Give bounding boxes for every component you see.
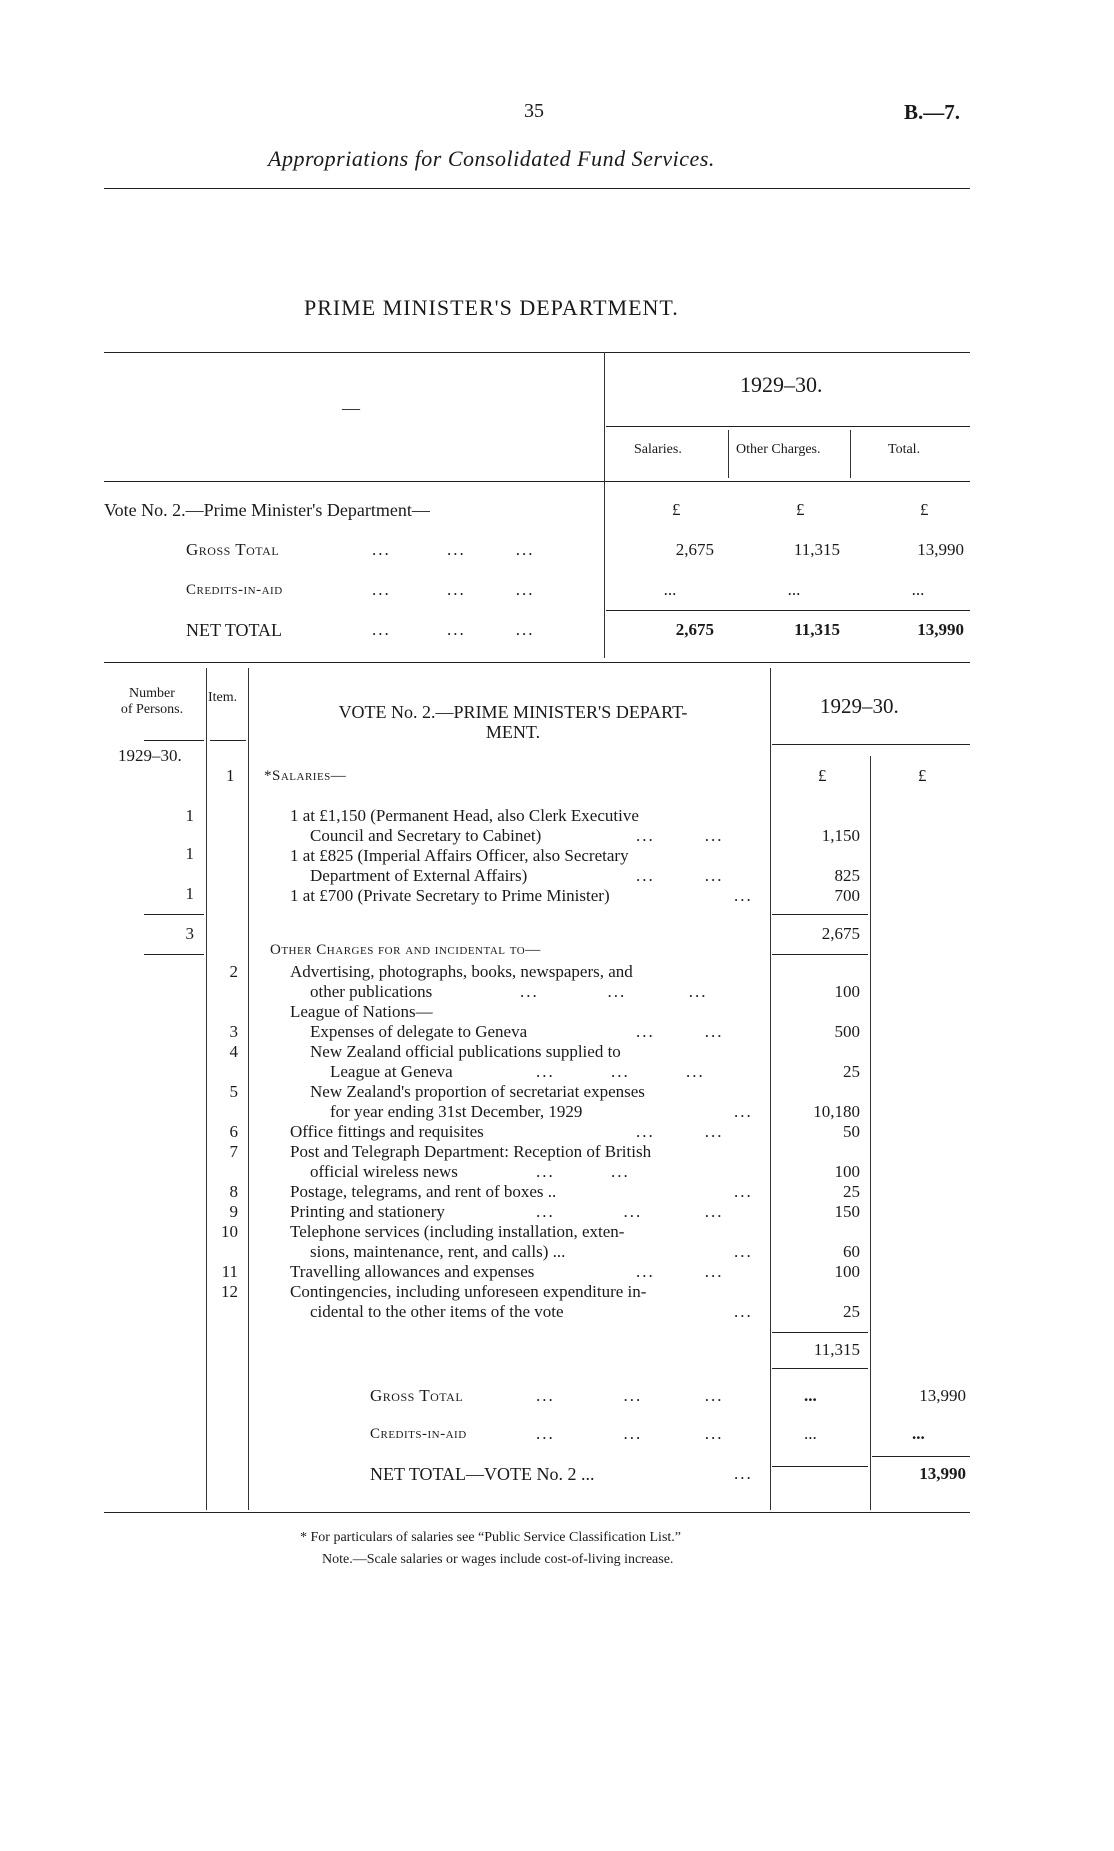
persons-year: 1929–30. <box>118 746 182 765</box>
charge-text: cidental to the other items of the vote <box>310 1302 564 1321</box>
currency-total: £ <box>920 500 929 519</box>
leader-dots: ... <box>734 1242 753 1261</box>
currency-totals: £ <box>918 766 927 785</box>
leader-dots: ... ... ... <box>372 580 535 599</box>
summary-net-other: 11,315 <box>794 620 840 639</box>
detail-rule-amounts <box>770 668 771 1510</box>
leader-dots: ... ... ... <box>372 620 535 639</box>
leader-dots: ... <box>734 886 753 905</box>
summary-net-label: NET TOTAL <box>186 620 283 640</box>
summary-col-sep-1 <box>728 430 729 478</box>
credits-total-dots: ... <box>912 1424 925 1443</box>
leader-dots: ... <box>734 1182 753 1201</box>
detail-year: 1929–30. <box>820 694 899 718</box>
other-charges-total: 11,315 <box>813 1340 860 1359</box>
detail-rule-item <box>248 668 249 1510</box>
persons-total-rule-bottom <box>144 954 204 955</box>
leader-dots: ... ... ... <box>536 1062 705 1081</box>
charge-text: official wireless news <box>310 1162 458 1181</box>
item-number: 5 <box>229 1082 238 1101</box>
leader-dots: ... <box>734 1102 753 1121</box>
persons-count: 1 <box>185 806 194 825</box>
page-subtitle: Appropriations for Consolidated Fund Services. <box>268 146 715 171</box>
charge-amount: 25 <box>843 1302 860 1321</box>
salaries-heading: *Salaries— <box>264 768 347 784</box>
leader-dots: ... ... <box>636 1022 724 1041</box>
charge-text: Printing and stationery <box>290 1202 445 1221</box>
leader-dots: ... ... <box>636 866 724 885</box>
detail-net-label: NET TOTAL—VOTE No. 2 ... <box>370 1464 595 1484</box>
charge-text: sions, maintenance, rent, and calls) ... <box>310 1242 566 1261</box>
charge-text: Travelling allowances and expenses <box>290 1262 535 1281</box>
summary-col-total: Total. <box>888 442 921 457</box>
charge-text: Expenses of delegate to Geneva <box>310 1022 528 1041</box>
leader-dots: ... ... <box>636 826 724 845</box>
persons-count: 1 <box>185 844 194 863</box>
leader-dots: ... ... ... <box>536 1386 724 1405</box>
summary-bottom-rule <box>104 662 970 663</box>
currency-amounts: £ <box>818 766 827 785</box>
col-item-header: Item. <box>208 690 238 705</box>
charge-amount: 100 <box>834 982 860 1001</box>
charge-text: New Zealand official publications supplied to <box>310 1042 621 1061</box>
document-reference: B.—7. <box>904 100 961 124</box>
footnote-note: Note.—Scale salaries or wages include cost-of-living increase. <box>322 1552 674 1567</box>
charge-text: Post and Telegraph Department: Reception of British <box>290 1142 652 1161</box>
footnote-salaries: * For particulars of salaries see “Public Service Classification List.” <box>300 1530 682 1545</box>
charge-text: League at Geneva <box>330 1062 453 1081</box>
summary-col-sep-2 <box>850 430 851 478</box>
persons-count: 1 <box>185 884 194 903</box>
detail-rule-subtotal <box>870 756 871 1510</box>
detail-year-rule <box>772 744 970 745</box>
summary-credits-label: Credits-in-aid <box>186 582 283 598</box>
charge-text: Office fittings and requisites <box>290 1122 484 1141</box>
league-heading: League of Nations— <box>290 1002 433 1021</box>
summary-col-salaries: Salaries. <box>634 442 682 457</box>
salary-line-text: Department of External Affairs) <box>310 866 528 885</box>
item-number: 12 <box>221 1282 238 1301</box>
net-rule-amounts <box>772 1466 868 1467</box>
salaries-total-rule-top <box>772 914 868 915</box>
charge-amount: 100 <box>834 1162 860 1181</box>
summary-net-total: 13,990 <box>917 620 964 639</box>
other-charges-heading: Other Charges for and incidental to— <box>270 942 541 958</box>
salaries-item-number: 1 <box>226 766 235 785</box>
item-number: 3 <box>229 1022 238 1041</box>
col-persons-line1: Number <box>129 686 175 701</box>
salary-line-text: 1 at £1,150 (Permanent Head, also Clerk Executive <box>290 806 639 825</box>
summary-credits-total: ... <box>911 580 925 599</box>
leader-dots: ... ... ... <box>536 1202 724 1221</box>
summary-col-other: Other Charges. <box>736 442 821 457</box>
charge-amount: 10,180 <box>813 1102 860 1121</box>
detail-bottom-rule <box>104 1512 970 1513</box>
vote-title <box>268 702 758 742</box>
col-persons-header <box>104 686 200 718</box>
persons-total: 3 <box>185 924 194 943</box>
summary-gross-salaries: 2,675 <box>675 540 714 559</box>
leader-dots: ... <box>734 1464 753 1483</box>
gross-amount-dots: ... <box>804 1386 817 1405</box>
summary-gross-total: 13,990 <box>917 540 964 559</box>
charge-amount: 150 <box>834 1202 860 1221</box>
header-rule <box>104 188 970 189</box>
item-number: 7 <box>229 1142 238 1161</box>
item-head-rule <box>210 740 246 741</box>
salary-amount: 825 <box>834 866 860 885</box>
credits-amount-dots: ... <box>804 1424 817 1443</box>
detail-net-total: 13,990 <box>919 1464 966 1483</box>
leader-dots: ... ... ... <box>536 1424 724 1443</box>
salaries-total-rule-bottom <box>772 954 868 955</box>
currency-salaries: £ <box>672 500 681 519</box>
item-number: 4 <box>229 1042 238 1061</box>
charge-text: Postage, telegrams, and rent of boxes .. <box>290 1182 557 1201</box>
currency-other: £ <box>796 500 805 519</box>
net-rule-totals <box>872 1456 970 1457</box>
summary-vote-label: Vote No. 2.—Prime Minister's Department— <box>104 500 430 520</box>
salary-amount: 1,150 <box>821 826 860 845</box>
summary-dash: — <box>342 398 360 418</box>
other-total-rule-top <box>772 1332 868 1333</box>
leader-dots: ... ... ... <box>372 540 535 559</box>
persons-total-rule-top <box>144 914 204 915</box>
salary-line-text: 1 at £700 (Private Secretary to Prime Minister) <box>290 886 610 905</box>
summary-credits-salaries: ... <box>663 580 677 599</box>
salary-amount: 700 <box>834 886 860 905</box>
summary-gross-label: Gross Total <box>186 540 280 559</box>
department-title: PRIME MINISTER'S DEPARTMENT. <box>304 295 679 320</box>
detail-gross-total: 13,990 <box>919 1386 966 1405</box>
leader-dots: ... ... <box>636 1262 724 1281</box>
summary-credits-other: ... <box>787 580 801 599</box>
charge-amount: 100 <box>834 1262 860 1281</box>
salary-line-text: 1 at £825 (Imperial Affairs Officer, also Secretary <box>290 846 629 865</box>
item-number: 6 <box>229 1122 238 1141</box>
summary-year: 1929–30. <box>740 372 823 397</box>
detail-gross-label: Gross Total <box>370 1386 464 1405</box>
vote-title-line1: VOTE No. 2.—PRIME MINISTER'S DEPART- <box>338 702 688 722</box>
charge-text: for year ending 31st December, 1929 <box>330 1102 583 1121</box>
page-number: 35 <box>524 100 544 122</box>
summary-header-rule <box>104 481 970 482</box>
leader-dots: ... ... ... <box>520 982 708 1001</box>
summary-net-rule <box>606 610 970 611</box>
charge-amount: 25 <box>843 1182 860 1201</box>
charge-amount: 25 <box>843 1062 860 1081</box>
charge-amount: 60 <box>843 1242 860 1261</box>
charge-text: Contingencies, including unforeseen expenditure in- <box>290 1282 647 1301</box>
summary-net-salaries: 2,675 <box>675 620 714 639</box>
salaries-total: 2,675 <box>821 924 860 943</box>
summary-gross-other: 11,315 <box>793 540 840 559</box>
vote-title-line2: MENT. <box>485 722 541 742</box>
charge-text: Advertising, photographs, books, newspapers, and <box>290 962 633 981</box>
charge-text: other publications <box>310 982 433 1001</box>
leader-dots: ... <box>734 1302 753 1321</box>
other-total-rule-bottom <box>772 1368 868 1369</box>
leader-dots: ... ... <box>536 1162 630 1181</box>
detail-rule-persons <box>206 668 207 1510</box>
charge-text: Telephone services (including installation, exten- <box>290 1222 625 1241</box>
persons-head-rule <box>144 740 204 741</box>
col-persons-line2: of Persons. <box>120 702 184 717</box>
salary-line-text: Council and Secretary to Cabinet) <box>310 826 542 845</box>
charge-amount: 50 <box>843 1122 860 1141</box>
item-number: 8 <box>229 1182 238 1201</box>
detail-credits-label: Credits-in-aid <box>370 1426 467 1442</box>
summary-divider <box>604 352 605 658</box>
item-number: 11 <box>221 1262 238 1281</box>
leader-dots: ... ... <box>636 1122 724 1141</box>
item-number: 2 <box>229 962 238 981</box>
item-number: 10 <box>221 1222 238 1241</box>
charge-amount: 500 <box>834 1022 860 1041</box>
charge-text: New Zealand's proportion of secretariat expenses <box>310 1082 645 1101</box>
summary-top-rule <box>104 352 970 353</box>
item-number: 9 <box>229 1202 238 1221</box>
summary-year-rule <box>606 426 970 427</box>
